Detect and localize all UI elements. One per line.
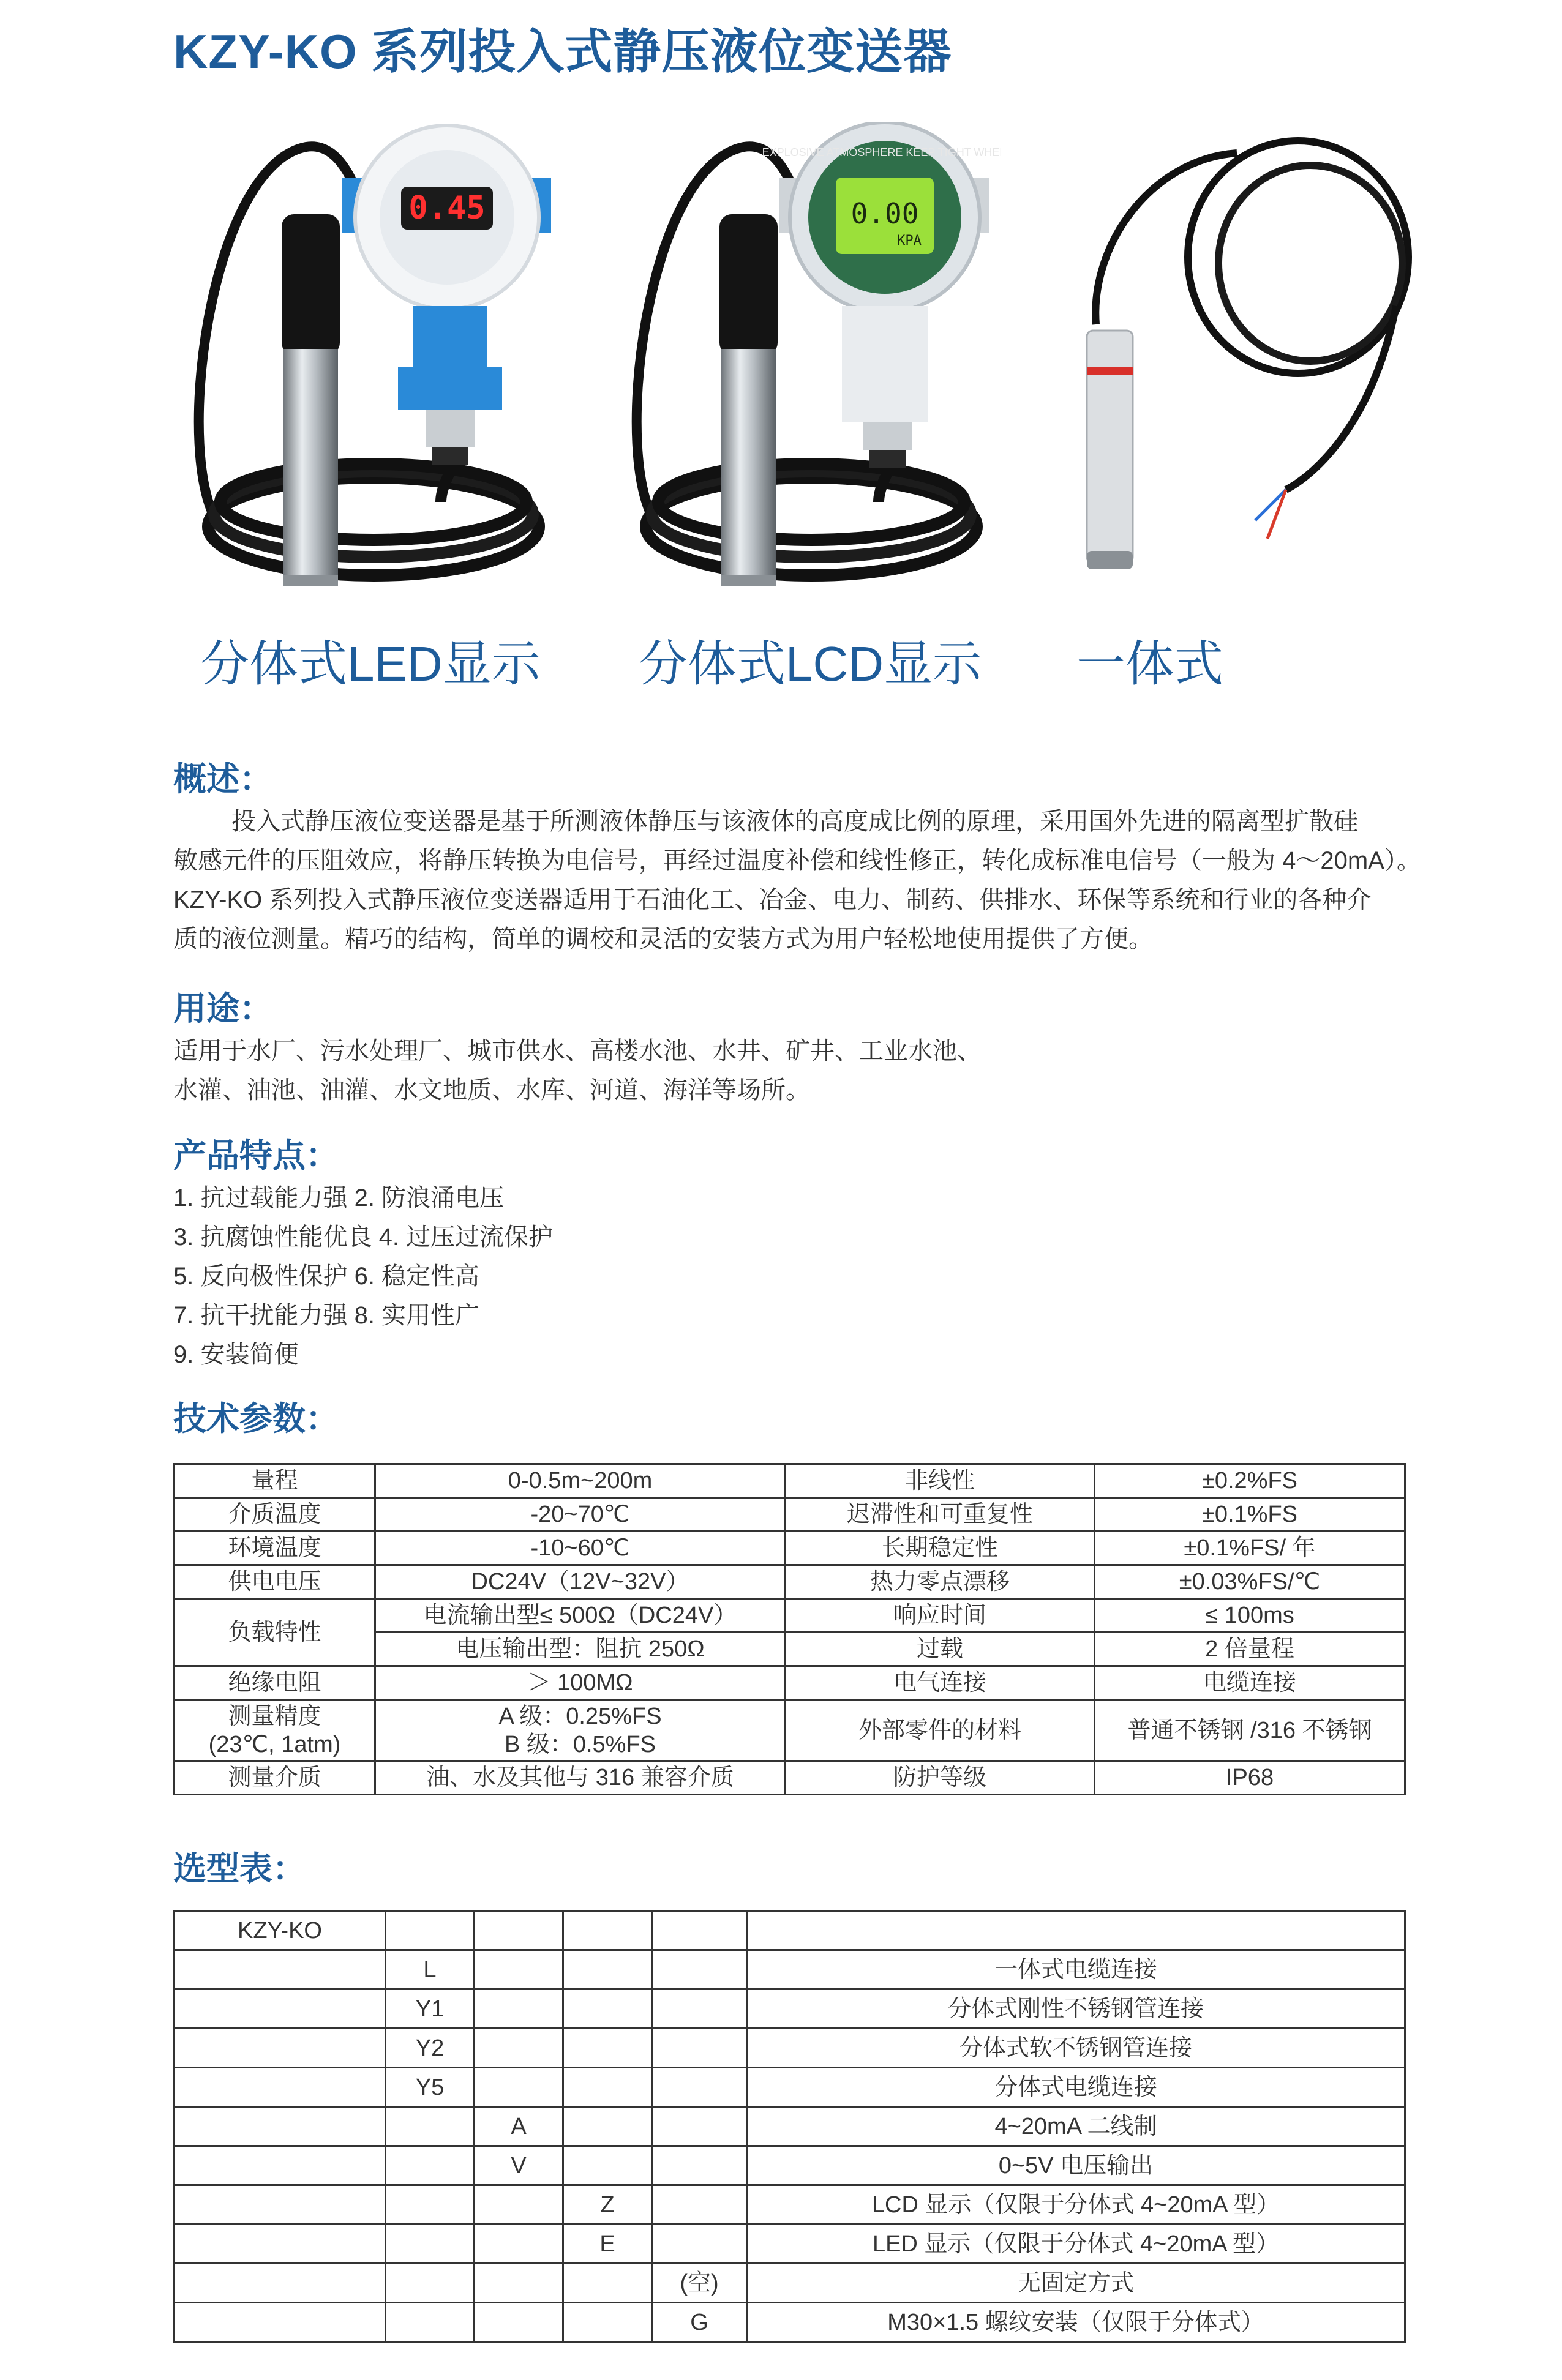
selection-code — [175, 2029, 386, 2068]
selection-code: Y2 — [386, 2029, 475, 2068]
table-row — [175, 1911, 1405, 1950]
selection-code — [175, 1950, 386, 1989]
features-list — [173, 1178, 1398, 1374]
selection-code — [386, 2303, 475, 2342]
selection-code — [175, 2107, 386, 2146]
usage-line: 水灌、油池、油灌、水文地质、水库、河道、海洋等场所。 — [173, 1077, 810, 1104]
selection-code — [386, 2185, 475, 2225]
led-transmitter-illustration — [184, 122, 563, 612]
selection-code — [475, 2264, 563, 2303]
spec-param-value: 电压输出型：阻抗 250Ω — [375, 1633, 786, 1666]
selection-code — [175, 2225, 386, 2264]
selection-code: A — [475, 2107, 563, 2146]
page-title: KZY-KO 系列投入式静压液位变送器 — [173, 24, 952, 78]
feature-line: 1. 抗过载能力强 2. 防浪涌电压 — [173, 1184, 505, 1211]
spec-param-name: 测量介质 — [175, 1761, 375, 1795]
selection-code — [175, 2146, 386, 2185]
selection-code — [475, 2225, 563, 2264]
table-row — [175, 1599, 1405, 1633]
feature-line: 7. 抗干扰能力强 8. 实用性广 — [173, 1302, 480, 1329]
selection-code — [386, 2264, 475, 2303]
table-row — [175, 1700, 1405, 1761]
spec-param-name: 响应时间 — [786, 1599, 1095, 1633]
spec-param-value: ±0.1%FS — [1095, 1498, 1405, 1532]
spec-param-name: 过载 — [786, 1633, 1095, 1666]
table-row — [175, 1666, 1405, 1700]
selection-code — [652, 2225, 747, 2264]
spec-param-name: 绝缘电阻 — [175, 1666, 375, 1700]
table-row — [175, 1565, 1405, 1599]
selection-code — [475, 1989, 563, 2029]
led-display-value: 0.45 — [408, 190, 486, 226]
selection-code — [175, 2185, 386, 2225]
selection-code — [175, 2303, 386, 2342]
table-row — [175, 2068, 1405, 2107]
selection-description: 分体式软不锈钢管连接 — [747, 2029, 1405, 2068]
table-row — [175, 1989, 1405, 2029]
table-row — [175, 2146, 1405, 2185]
caption-lcd: 分体式LCD显示 — [639, 637, 982, 691]
selection-code — [475, 2029, 563, 2068]
spec-param-value: ±0.1%FS/ 年 — [1095, 1532, 1405, 1565]
ring-text: EXPLOSIVE ATMOSPHERE KEEP TIGHT WHEN — [762, 146, 1001, 159]
selection-description: LED 显示（仅限于分体式 4~20mA 型） — [747, 2225, 1405, 2264]
selection-code — [563, 1989, 652, 2029]
selection-code — [652, 2107, 747, 2146]
spec-param-value: DC24V（12V~32V） — [375, 1565, 786, 1599]
selection-code — [475, 2185, 563, 2225]
selection-code: Y5 — [386, 2068, 475, 2107]
overview-line: 敏感元件的压阻效应，将静压转换为电信号，再经过温度补偿和线性修正，转化成标准电信号（一般为 4～20mA）。 — [173, 847, 1421, 874]
selection-code — [563, 2029, 652, 2068]
spec-param-value: ＞ 100MΩ — [375, 1666, 786, 1700]
selection-table — [173, 1910, 1406, 2343]
selection-description: 分体式电缆连接 — [747, 2068, 1405, 2107]
selection-code: Y1 — [386, 1989, 475, 2029]
spec-param-value: ±0.2%FS — [1095, 1464, 1405, 1498]
usage-text — [173, 1031, 1398, 1110]
selection-description: 0~5V 电压输出 — [747, 2146, 1405, 2185]
table-row — [175, 2264, 1405, 2303]
selection-code — [475, 2068, 563, 2107]
selection-code: KZY-KO — [175, 1911, 386, 1950]
spec-table — [173, 1463, 1406, 1795]
table-row — [175, 2225, 1405, 2264]
spec-param-value: ±0.03%FS/℃ — [1095, 1565, 1405, 1599]
table-row — [175, 1498, 1405, 1532]
selection-code — [475, 1911, 563, 1950]
selection-heading: 选型表： — [173, 1850, 306, 1887]
table-row — [175, 1761, 1405, 1795]
selection-code — [652, 1911, 747, 1950]
selection-code — [563, 2146, 652, 2185]
selection-code — [563, 2303, 652, 2342]
usage-line: 适用于水厂、污水处理厂、城市供水、高楼水池、水井、矿井、工业水池、 — [173, 1038, 982, 1065]
feature-line: 9. 安装简便 — [173, 1341, 299, 1368]
selection-code — [563, 2107, 652, 2146]
selection-description: 4~20mA 二线制 — [747, 2107, 1405, 2146]
selection-code — [652, 2068, 747, 2107]
selection-code — [475, 1950, 563, 1989]
overview-line: 质的液位测量。精巧的结构，简单的调校和灵活的安装方式为用户轻松地使用提供了方便。 — [173, 926, 1153, 952]
spec-param-name: 非线性 — [786, 1464, 1095, 1498]
lcd-transmitter-illustration — [621, 122, 1001, 612]
selection-code — [475, 2303, 563, 2342]
selection-description: LCD 显示（仅限于分体式 4~20mA 型） — [747, 2185, 1405, 2225]
spec-param-name: 热力零点漂移 — [786, 1565, 1095, 1599]
table-row — [175, 2303, 1405, 2342]
lcd-display-unit: KPA — [897, 233, 922, 249]
selection-code: E — [563, 2225, 652, 2264]
product-image-led — [184, 122, 563, 612]
product-image-integrated — [1053, 122, 1433, 612]
selection-description: 分体式刚性不锈钢管连接 — [747, 1989, 1405, 2029]
feature-line: 3. 抗腐蚀性能优良 4. 过压过流保护 — [173, 1224, 554, 1251]
selection-code — [563, 2068, 652, 2107]
selection-code: G — [652, 2303, 747, 2342]
table-row — [175, 2185, 1405, 2225]
table-row — [175, 2029, 1405, 2068]
lcd-display-value: 0.00 — [850, 197, 919, 230]
spec-param-value: ≤ 100ms — [1095, 1599, 1405, 1633]
table-row — [175, 2107, 1405, 2146]
spec-param-value: 2 倍量程 — [1095, 1633, 1405, 1666]
table-row — [175, 1464, 1405, 1498]
product-image-lcd — [621, 122, 1001, 612]
spec-param-name: 电气连接 — [786, 1666, 1095, 1700]
spec-param-value: A 级：0.25%FS B 级：0.5%FS — [375, 1700, 786, 1761]
feature-line: 5. 反向极性保护 6. 稳定性高 — [173, 1263, 480, 1290]
spec-param-name: 介质温度 — [175, 1498, 375, 1532]
spec-param-name: 迟滞性和可重复性 — [786, 1498, 1095, 1532]
selection-code — [652, 2185, 747, 2225]
integrated-probe-illustration — [1053, 122, 1433, 612]
spec-param-value: 电缆连接 — [1095, 1666, 1405, 1700]
selection-code — [563, 1950, 652, 1989]
spec-param-name: 测量精度 (23℃, 1atm) — [175, 1700, 375, 1761]
spec-param-name: 量程 — [175, 1464, 375, 1498]
selection-description: M30×1.5 螺纹安装（仅限于分体式） — [747, 2303, 1405, 2342]
overview-line: KZY-KO 系列投入式静压液位变送器适用于石油化工、冶金、电力、制药、供排水、环保等系统和行业的各种介 — [173, 886, 1372, 913]
selection-description: 一体式电缆连接 — [747, 1950, 1405, 1989]
selection-code — [386, 2146, 475, 2185]
selection-code — [652, 2146, 747, 2185]
caption-integrated: 一体式 — [1076, 637, 1223, 691]
specs-heading: 技术参数： — [173, 1401, 339, 1437]
selection-code — [652, 2029, 747, 2068]
table-row — [175, 1532, 1405, 1565]
overview-text — [173, 802, 1421, 959]
selection-code — [652, 1989, 747, 2029]
selection-code — [175, 2264, 386, 2303]
selection-code: L — [386, 1950, 475, 1989]
overview-line: 投入式静压液位变送器是基于所测液体静压与该液体的高度成比例的原理，采用国外先进的隔离型扩散硅 — [231, 808, 1358, 835]
selection-code — [175, 1989, 386, 2029]
selection-code — [175, 2068, 386, 2107]
spec-param-name: 防护等级 — [786, 1761, 1095, 1795]
spec-param-value: 普通不锈钢 /316 不锈钢 — [1095, 1700, 1405, 1761]
selection-description — [747, 1911, 1405, 1950]
spec-param-name: 负载特性 — [175, 1599, 375, 1666]
selection-code — [652, 1950, 747, 1989]
spec-param-value: -10~60℃ — [375, 1532, 786, 1565]
spec-param-value: IP68 — [1095, 1761, 1405, 1795]
overview-heading: 概述： — [173, 761, 272, 798]
spec-param-name: 环境温度 — [175, 1532, 375, 1565]
spec-param-value: 油、水及其他与 316 兼容介质 — [375, 1761, 786, 1795]
selection-code — [563, 1911, 652, 1950]
selection-code: V — [475, 2146, 563, 2185]
spec-param-name: 外部零件的材料 — [786, 1700, 1095, 1761]
selection-code — [386, 2107, 475, 2146]
features-heading: 产品特点： — [173, 1137, 339, 1174]
selection-code — [386, 1911, 475, 1950]
spec-param-name: 长期稳定性 — [786, 1532, 1095, 1565]
caption-led: 分体式LED显示 — [200, 637, 541, 691]
spec-param-name: 供电电压 — [175, 1565, 375, 1599]
usage-heading: 用途： — [173, 990, 272, 1027]
selection-description: 无固定方式 — [747, 2264, 1405, 2303]
spec-param-value: 0-0.5m~200m — [375, 1464, 786, 1498]
table-row — [175, 1950, 1405, 1989]
spec-param-value: 电流输出型≤ 500Ω（DC24V） — [375, 1599, 786, 1633]
selection-code: Z — [563, 2185, 652, 2225]
selection-code — [386, 2225, 475, 2264]
spec-param-value: -20~70℃ — [375, 1498, 786, 1532]
selection-code — [563, 2264, 652, 2303]
selection-code: (空) — [652, 2264, 747, 2303]
